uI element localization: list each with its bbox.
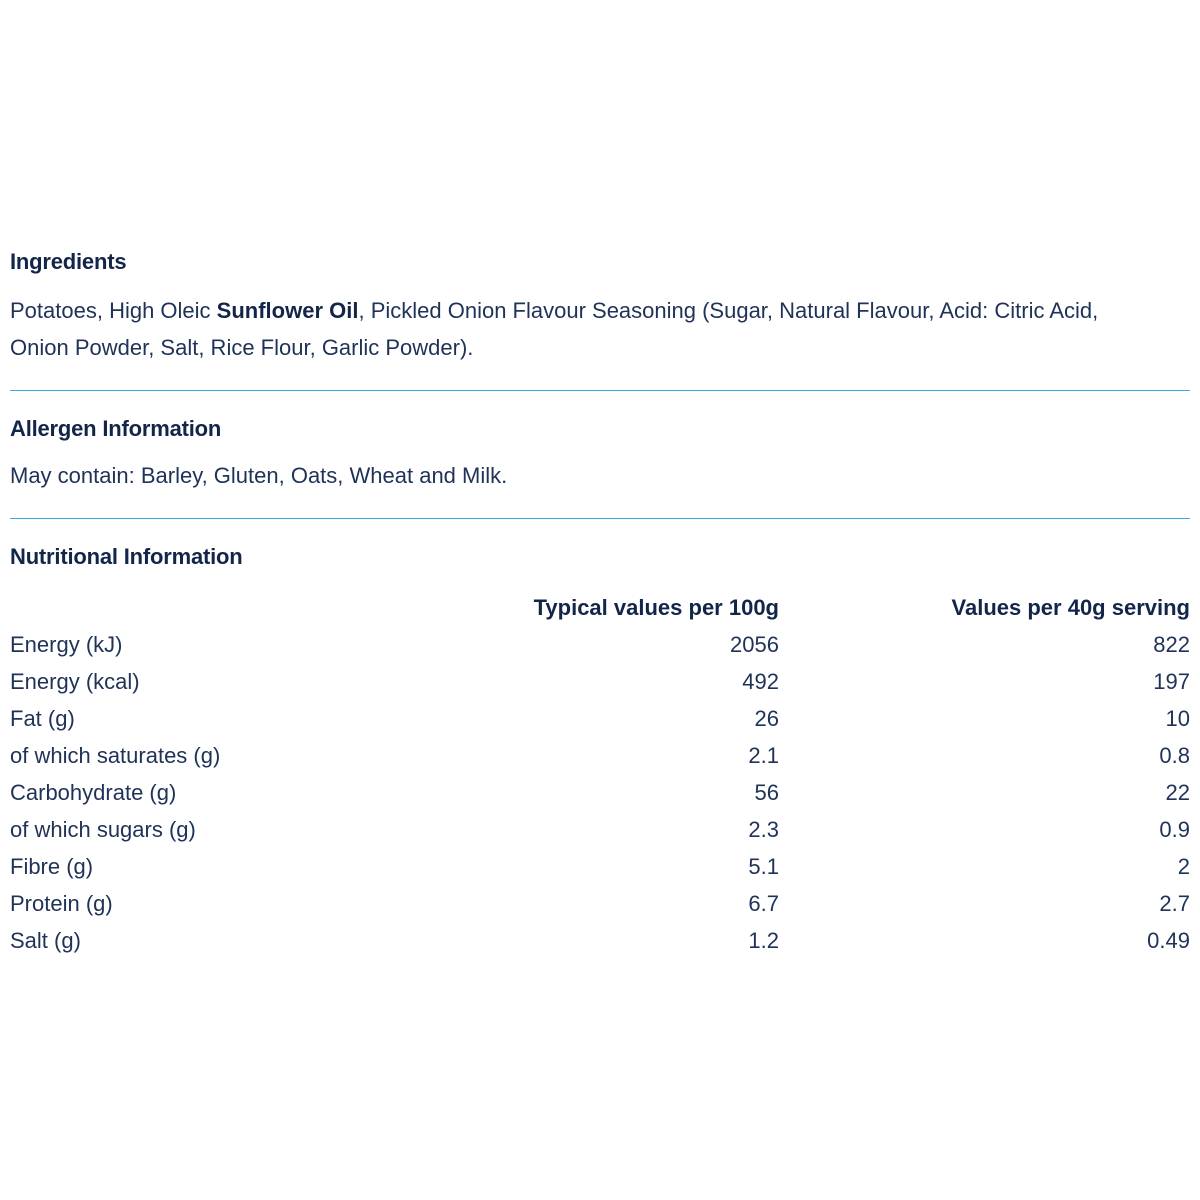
allergen-section: [10, 413, 1190, 494]
column-header-per-100g: Typical values per 100g: [533, 595, 779, 620]
nutrient-value-per-100g: 2.3: [748, 817, 779, 842]
ingredients-heading: Ingredients: [10, 249, 127, 274]
nutrient-value-per-serving: 22: [1165, 780, 1190, 805]
nutrient-label: Energy (kJ): [10, 632, 123, 657]
nutrition-table: [10, 589, 1190, 959]
nutrition-heading: Nutritional Information: [10, 544, 243, 569]
nutrient-label: Fibre (g): [10, 854, 94, 879]
table-row: [10, 626, 1190, 663]
nutrient-value-per-100g: 26: [754, 706, 779, 731]
nutrient-value-per-serving: 2.7: [1159, 891, 1190, 916]
table-row: [10, 811, 1190, 848]
table-row: [10, 700, 1190, 737]
ingredients-text-start: Potatoes, High Oleic: [10, 298, 217, 323]
nutrient-value-per-100g: 2.1: [748, 743, 779, 768]
table-row: [10, 663, 1190, 700]
nutrient-value-per-100g: 492: [742, 669, 779, 694]
table-row: [10, 774, 1190, 811]
nutrient-label: Protein (g): [10, 891, 113, 916]
allergen-text: May contain: Barley, Gluten, Oats, Wheat and Milk.: [10, 463, 508, 488]
table-row: [10, 737, 1190, 774]
nutrient-label: Salt (g): [10, 928, 81, 953]
ingredients-bold-sunflower-oil: Sunflower Oil: [216, 298, 359, 323]
section-divider: [10, 518, 1190, 519]
table-row: [10, 885, 1190, 922]
nutrient-label: Fat (g): [10, 706, 75, 731]
table-row: [10, 922, 1190, 959]
allergen-heading: Allergen Information: [10, 416, 222, 441]
nutrient-label: Energy (kcal): [10, 669, 140, 694]
table-row: [10, 848, 1190, 885]
nutrient-value-per-serving: 822: [1153, 632, 1190, 657]
nutrient-value-per-serving: 2: [1177, 854, 1190, 879]
product-info: [10, 246, 1190, 959]
nutrient-label: Carbohydrate (g): [10, 780, 177, 805]
nutrient-label: of which sugars (g): [10, 817, 196, 842]
nutrition-section: [10, 541, 1190, 959]
column-header-per-serving: Values per 40g serving: [951, 595, 1190, 620]
nutrient-value-per-100g: 56: [754, 780, 779, 805]
nutrient-value-per-100g: 6.7: [748, 891, 779, 916]
nutrient-value-per-100g: 5.1: [748, 854, 779, 879]
nutrient-label: of which saturates (g): [10, 743, 221, 768]
section-divider: [10, 390, 1190, 391]
nutrient-value-per-serving: 0.49: [1147, 928, 1190, 953]
ingredients-text-line2: Onion Powder, Salt, Rice Flour, Garlic Powder).: [10, 335, 474, 360]
column-header-nutrient: [10, 589, 430, 626]
nutrient-value-per-serving: 10: [1165, 706, 1190, 731]
nutrition-header-row: [10, 589, 1190, 626]
nutrient-value-per-100g: 1.2: [748, 928, 779, 953]
nutrient-value-per-serving: 197: [1153, 669, 1190, 694]
nutrient-value-per-100g: 2056: [730, 632, 779, 657]
ingredients-text-rest: , Pickled Onion Flavour Seasoning (Sugar, Natural Flavour, Acid: Citric Acid,: [358, 298, 1099, 323]
nutrient-value-per-serving: 0.8: [1159, 743, 1190, 768]
nutrient-value-per-serving: 0.9: [1159, 817, 1190, 842]
ingredients-section: [10, 246, 1190, 366]
ingredients-text: [10, 292, 1190, 366]
